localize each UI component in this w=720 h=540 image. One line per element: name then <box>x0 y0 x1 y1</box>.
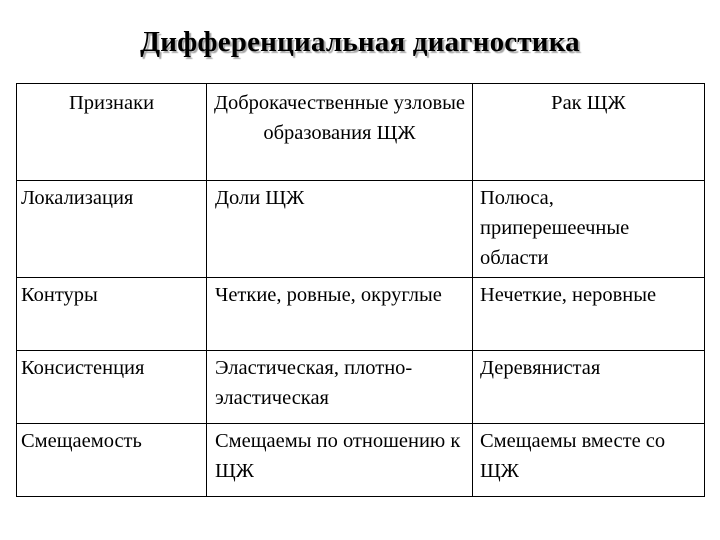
row-cancer-cell: Деревянистая <box>473 351 705 424</box>
header-features: Признаки <box>17 84 207 181</box>
row-feature-cell: Консистенция <box>17 351 207 424</box>
table-row <box>17 351 705 424</box>
row-benign-cell: Доли ЩЖ <box>207 181 473 278</box>
row-benign-cell: Четкие, ровные, округлые <box>207 278 473 351</box>
header-benign-nodules: Доброкачественные узловые образования ЩЖ <box>207 84 473 181</box>
table-header-row <box>17 84 705 181</box>
table-row <box>17 424 705 497</box>
row-feature-cell: Контуры <box>17 278 207 351</box>
header-thyroid-cancer: Рак ЩЖ <box>473 84 705 181</box>
row-cancer-cell: Смещаемы вместе со ЩЖ <box>473 424 705 497</box>
page-title: Дифференциальная диагностика <box>140 26 580 58</box>
row-benign-cell: Смещаемы по отношению к ЩЖ <box>207 424 473 497</box>
row-feature-cell: Смещаемость <box>17 424 207 497</box>
table-row <box>17 181 705 278</box>
row-cancer-cell: Полюса, приперешеечные области <box>473 181 705 278</box>
row-cancer-cell: Нечеткие, неровные <box>473 278 705 351</box>
row-benign-cell: Эластическая, плотно-эластическая <box>207 351 473 424</box>
row-feature-cell: Локализация <box>17 181 207 278</box>
table-row <box>17 278 705 351</box>
differential-diagnosis-table <box>16 83 705 497</box>
